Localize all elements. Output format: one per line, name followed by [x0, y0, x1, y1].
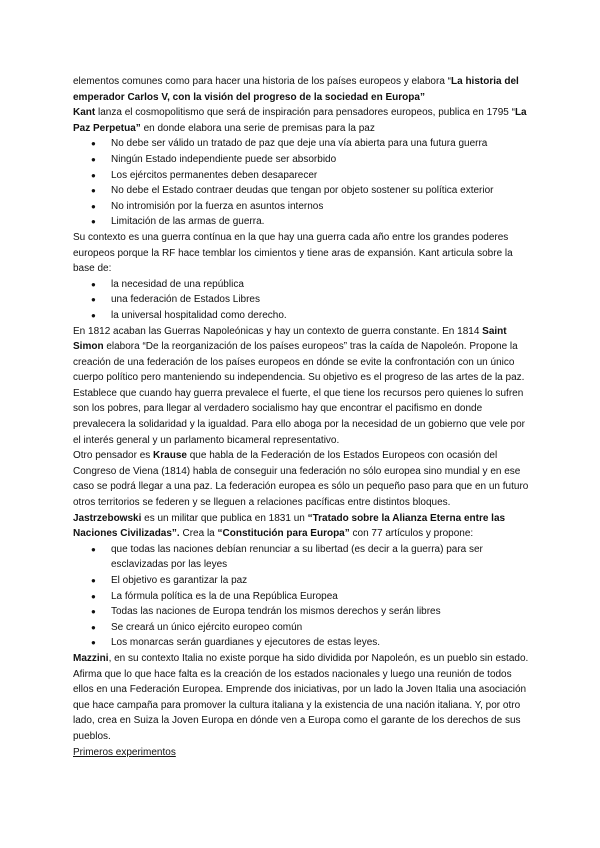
list-item: ● Ningún Estado independiente puede ser absorbido: [111, 152, 533, 168]
paragraph-carlos-kant: elementos comunes como para hacer una historia de los países europeos y elabora “La historia del emperador Carlos V, con la visión del progreso de la sociedad en Europa” Kant lanza el cosmopolitismo que será de inspiración para pensadores europeos, publica en 1795 “La Paz Perpetua” en donde elabora una serie de premisas para la paz: [73, 76, 527, 134]
bold-constitucion-europa: “Constitución para Europa”: [217, 528, 350, 540]
bold-kant: Kant: [73, 107, 96, 119]
list-item: ● No debe el Estado contraer deudas que tengan por objeto sostener su política exterior: [111, 183, 533, 199]
section-heading: [73, 745, 533, 761]
list-item: ● la universal hospitalidad como derecho.: [111, 308, 533, 324]
paragraph-krause: Otro pensador es Krause que habla de la Federación de los Estados Europeos con ocasión del Congreso de Viena (1814) habla de conseguir una federación no sólo europea sino mundial y en ese caso se podrá llegar a una paz. La federación europea es sólo un pequeño paso para que en un futuro otros territorios se federen y se lleguen a relaciones pacíficas entre distintos bloques.: [73, 450, 529, 509]
bold-title-carlos-v: La historia del emperador Carlos V, con la visión del progreso de la sociedad en Europa”: [73, 76, 519, 103]
bold-la-paz-perpetua: La Paz Perpetua”: [73, 107, 527, 134]
list-item: ● una federación de Estados Libres: [111, 292, 533, 308]
bold-mazzini: Mazzini: [73, 652, 109, 664]
list-item: ● Todas las naciones de Europa tendrán los mismos derechos y serán libres: [111, 604, 533, 620]
bold-saint-simon: Saint Simon: [73, 325, 507, 353]
list-item: ● Los monarcas serán guardianes y ejecutores de estas leyes.: [111, 635, 533, 651]
list-item: ● que todas las naciones debían renunciar a su libertad (es decir a la guerra) para ser esclavizadas por las leyes: [111, 542, 533, 573]
list-item: ● No debe ser válido un tratado de paz que deje una vía abierta para una futura guerra: [111, 136, 533, 152]
list-item: ● Limitación de las armas de guerra.: [111, 214, 533, 230]
list-item: ● El objetivo es garantizar la paz: [111, 573, 533, 589]
list-item: ● Se creará un único ejército europeo común: [111, 620, 533, 636]
list-item: ● La fórmula política es la de una República Europea: [111, 589, 533, 605]
list-item: ● No intromisión por la fuerza en asuntos internos: [111, 199, 533, 215]
bold-jastrzebowski: Jastrzebowski: [73, 512, 142, 524]
list-item: ● la necesidad de una república: [111, 277, 533, 293]
bold-tratado-alianza-eterna: “Tratado sobre la Alianza Eterna entre las Naciones Civilizadas”.: [73, 512, 506, 540]
paragraph-mazzini: Mazzini, en su contexto Italia no existe porque ha sido dividida por Napoleón, es un pueblo sin estado. Afirma que lo que hace falta es la creación de los estados nacionales y luego una reunión de todos ellos en una Federación Europea. Emprende dos iniciativas, por un lado la Joven Italia una asociación que hace campaña para promover la cultura italiana y la existencia de una nación italiana. Y, por otro lado, crea en Suiza la Joven Europa en dónde ven a Europa como el garante de los derechos de sus pueblos.: [73, 652, 529, 742]
bullet-list-kant-bases: [73, 277, 533, 324]
paragraph-saint-simon: En 1812 acaban las Guerras Napoleónicas y hay un contexto de guerra constante. En 1814 Saint Simon elabora “De la reorganización de los países europeos” tras la caída de Napoleón. Propone la creación de una federación de los países europeos en dónde se evite la confrontación con un único cuerpo político pero manteniendo su independencia. Su objetivo es el progreso de las artes de la paz. Establece que cuando hay guerra prevalece el fuerte, el que tiene los recursos pero quienes lo sufren son los pobres, para llegar al verdadero socialismo hay que encontrar el pacifismo en donde prevalecera la solidaridad y la igualdad. Para ello aboga por la necesidad de un gobierno que vele por el interés general y un parlamento bicameral representativo.: [73, 325, 525, 446]
bullet-list-jastrzebowski: [73, 542, 533, 651]
paragraph-kant-context: Su contexto es una guerra contínua en la que hay una guerra cada año entre los grandes poderes europeos porque la RF hace temblar los cimientos y tiene aras de expansión. Kant articula sobre la base de:: [73, 231, 513, 275]
list-item: ● Los ejércitos permanentes deben desaparecer: [111, 168, 533, 184]
document-page: [73, 74, 533, 760]
bold-krause: Krause: [153, 450, 187, 462]
bullet-list-kant-premises: [73, 136, 533, 230]
paragraph-jastrzebowski: Jastrzebowski es un militar que publica en 1831 un “Tratado sobre la Alianza Eterna entre las Naciones Civilizadas”. Crea la “Constitución para Europa” con 77 artículos y propone:: [73, 512, 506, 540]
heading-primeros-experimentos: Primeros experimentos: [73, 746, 176, 758]
